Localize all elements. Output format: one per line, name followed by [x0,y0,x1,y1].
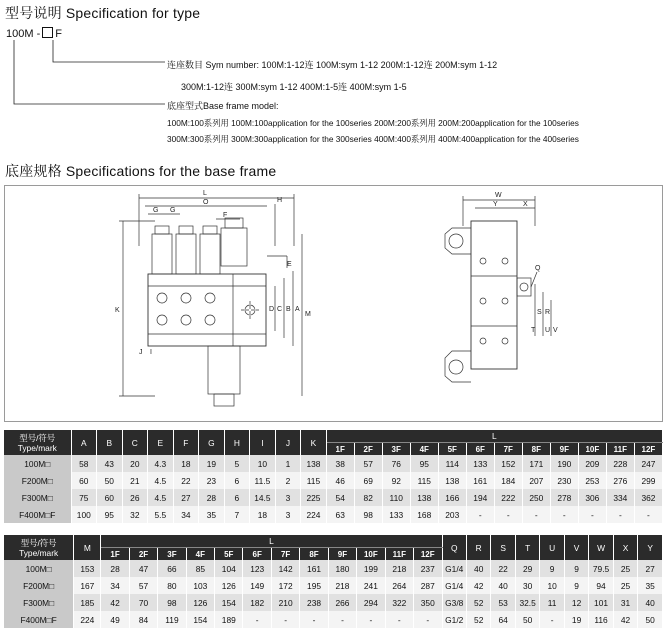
L-value-cell: 247 [634,455,662,472]
L-value-cell: 110 [382,489,410,506]
col-header-W: W [589,535,613,560]
L-value-cell: 126 [215,577,243,594]
table-row [4,472,663,489]
L-value-cell: 28 [101,560,129,577]
L-value-cell: 190 [550,455,578,472]
L-value-cell: 138 [410,489,438,506]
L-value-cell: 195 [300,577,328,594]
L-value-cell: - [578,506,606,523]
L-subheader-1F: 1F [326,443,354,456]
L-value-cell: 168 [410,506,438,523]
value-cell: 5 [224,455,250,472]
base-frame-dimensions-table-2 [4,535,663,628]
table-row [4,577,663,594]
L-value-cell: 49 [101,611,129,628]
M-value-cell: 167 [74,577,101,594]
col-header-F: F [173,430,199,455]
type-cell: F300M□ [4,489,71,506]
value-cell: 42 [466,577,490,594]
col-header-X: X [613,535,637,560]
L-value-cell: 238 [300,594,328,611]
type-mark-header: 型号/符号 Type/mark [4,430,71,455]
dim-label-O: O [203,199,209,206]
table-row [4,489,663,506]
col-header-K: K [301,430,327,455]
dim-label-G-2: G [170,207,176,214]
L-subheader-11F: 11F [606,443,634,456]
L-value-cell: 266 [328,594,356,611]
L-value-cell: 306 [578,489,606,506]
L-value-cell: 104 [215,560,243,577]
L-value-cell: 126 [186,594,214,611]
L-value-cell: - [357,611,385,628]
value-cell: 60 [97,489,123,506]
type-cell: 100M□ [4,560,74,577]
value-cell: 40 [491,577,515,594]
value-cell: 115 [301,472,327,489]
L-value-cell: 142 [271,560,299,577]
dim-label-I: I [150,349,152,356]
value-cell: 11.5 [250,472,276,489]
value-cell: 32.5 [515,594,539,611]
L-value-cell: - [466,506,494,523]
value-cell: 10 [540,577,564,594]
value-cell: 21 [122,472,148,489]
dim-label-B: B [286,306,291,313]
L-value-cell: - [385,611,413,628]
M-value-cell: 185 [74,594,101,611]
L-value-cell: 237 [414,560,442,577]
type-cell: F200M□ [4,577,74,594]
L-value-cell: 57 [129,577,157,594]
L-value-cell: - [271,611,299,628]
table-row [4,455,663,472]
value-cell: 20 [122,455,148,472]
value-cell: 3 [275,506,301,523]
L-value-cell: 38 [326,455,354,472]
type-cell: F300M□ [4,594,74,611]
L-subheader-2F: 2F [129,548,157,561]
value-cell: 14.5 [250,489,276,506]
dim-label-G-1: G [153,207,159,214]
col-header-B: B [97,430,123,455]
L-subheader-5F: 5F [215,548,243,561]
col-header-E: E [148,430,174,455]
L-value-cell: - [634,506,662,523]
value-cell: 23 [199,472,225,489]
col-header-R: R [466,535,490,560]
L-value-cell: 98 [354,506,382,523]
value-cell: - [540,611,564,628]
type-cell: F400M□F [4,506,71,523]
L-value-cell: 264 [385,577,413,594]
value-cell: 31 [613,594,637,611]
dim-label-V: V [553,327,558,334]
L-value-cell: 138 [438,472,466,489]
L-value-cell: 47 [129,560,157,577]
value-cell: 18 [250,506,276,523]
L-subheader-8F: 8F [300,548,328,561]
value-cell: G3/8 [442,594,466,611]
L-subheader-3F: 3F [158,548,186,561]
L-value-cell: 287 [414,577,442,594]
L-value-cell: 350 [414,594,442,611]
L-subheader-7F: 7F [494,443,522,456]
col-header-U: U [540,535,564,560]
value-cell: 19 [199,455,225,472]
L-subheader-11F: 11F [385,548,413,561]
table-row [4,594,663,611]
L-subheader-2F: 2F [354,443,382,456]
col-header-A: A [71,430,97,455]
dim-label-R: R [545,309,551,316]
table-row [4,506,663,523]
L-value-cell: - [328,611,356,628]
L-value-cell: 294 [357,594,385,611]
L-value-cell: 276 [606,472,634,489]
value-cell: 116 [589,611,613,628]
value-cell: 95 [97,506,123,523]
value-cell: 40 [638,594,663,611]
L-value-cell: 250 [522,489,550,506]
L-value-cell: 171 [522,455,550,472]
L-subheader-8F: 8F [522,443,550,456]
L-value-cell: 70 [129,594,157,611]
M-value-cell: 153 [74,560,101,577]
col-header-C: C [122,430,148,455]
col-header-S: S [491,535,515,560]
value-cell: 50 [638,611,663,628]
value-cell: 50 [97,472,123,489]
value-cell: 101 [589,594,613,611]
value-cell: 50 [515,611,539,628]
col-header-L: L [326,430,662,443]
dim-label-H: H [277,197,283,204]
value-cell: 34 [173,506,199,523]
L-value-cell: - [550,506,578,523]
L-value-cell: 42 [101,594,129,611]
L-value-cell: 154 [215,594,243,611]
L-value-cell: 278 [550,489,578,506]
L-value-cell: 63 [326,506,354,523]
value-cell: 22 [491,560,515,577]
L-value-cell: 194 [466,489,494,506]
type-spec-title: 型号说明 Specification for type [5,5,201,21]
value-cell: 40 [466,560,490,577]
L-value-cell: 123 [243,560,271,577]
L-value-cell: 334 [606,489,634,506]
L-value-cell: 172 [271,577,299,594]
value-cell: 60 [71,472,97,489]
value-cell: 225 [301,489,327,506]
L-subheader-9F: 9F [550,443,578,456]
col-header-V: V [564,535,588,560]
dim-label-L: L [203,190,207,197]
value-cell: 32 [122,506,148,523]
base-frame-drawing-svg [5,186,662,421]
L-subheader-5F: 5F [438,443,466,456]
L-subheader-12F: 12F [414,548,442,561]
L-subheader-7F: 7F [271,548,299,561]
L-value-cell: 54 [326,489,354,506]
dim-label-E: E [287,261,292,268]
base-frame-model-line-3: 300M:300系列用 300M:300application for the 300series 400M:400系列用 400M:400application for the 400series [167,134,579,144]
value-cell: 6 [224,489,250,506]
value-cell: 18 [173,455,199,472]
L-value-cell: 230 [550,472,578,489]
L-value-cell: 133 [466,455,494,472]
col-header-L-2: L [101,535,442,548]
dim-label-A: A [295,306,300,313]
sym-number-line-2: 300M:1-12连 300M:sym 1-12 400M:1-5连 400M:sym 1-5 [181,82,407,92]
table-row [4,560,663,577]
L-value-cell: 228 [606,455,634,472]
value-cell: 25 [613,577,637,594]
L-value-cell: 34 [101,577,129,594]
dim-label-C: C [277,306,283,313]
col-header-G: G [199,430,225,455]
L-subheader-4F: 4F [186,548,214,561]
L-value-cell: 98 [158,594,186,611]
value-cell: 94 [589,577,613,594]
value-cell: 10 [250,455,276,472]
L-value-cell: 322 [385,594,413,611]
L-value-cell: - [494,506,522,523]
L-value-cell: 161 [300,560,328,577]
L-value-cell: 184 [494,472,522,489]
value-cell: 4.5 [148,472,174,489]
value-cell: 79.5 [589,560,613,577]
L-value-cell: 166 [438,489,466,506]
value-cell: 100 [71,506,97,523]
type-cell: F200M□ [4,472,71,489]
dim-label-U: U [545,327,551,334]
value-cell: 30 [515,577,539,594]
value-cell: 26 [122,489,148,506]
L-value-cell: 218 [385,560,413,577]
value-cell: 9 [540,560,564,577]
type-mark-header-2: 型号/符号 Type/mark [4,535,74,560]
value-cell: 9 [564,560,588,577]
L-value-cell: 362 [634,489,662,506]
L-value-cell: 182 [243,594,271,611]
value-cell: 4.3 [148,455,174,472]
dim-label-K: K [115,307,120,314]
L-value-cell: 66 [158,560,186,577]
dim-label-F: F [223,212,228,219]
L-value-cell: 203 [438,506,466,523]
M-value-cell: 224 [74,611,101,628]
L-value-cell: 119 [158,611,186,628]
value-cell: 138 [301,455,327,472]
L-subheader-10F: 10F [578,443,606,456]
dim-label-W: W [495,192,502,199]
L-value-cell: 299 [634,472,662,489]
L-value-cell: 114 [438,455,466,472]
value-cell: 5.5 [148,506,174,523]
col-header-H: H [224,430,250,455]
L-subheader-4F: 4F [410,443,438,456]
value-cell: 29 [515,560,539,577]
L-value-cell: 57 [354,455,382,472]
L-value-cell: 76 [382,455,410,472]
L-value-cell: 92 [382,472,410,489]
L-subheader-9F: 9F [328,548,356,561]
value-cell: 35 [199,506,225,523]
value-cell: 224 [301,506,327,523]
L-value-cell: 253 [578,472,606,489]
value-cell: 53 [491,594,515,611]
L-value-cell: 85 [186,560,214,577]
L-value-cell: 82 [354,489,382,506]
L-value-cell: 199 [357,560,385,577]
dim-label-T: T [531,327,536,334]
value-cell: 9 [564,577,588,594]
L-value-cell: 210 [271,594,299,611]
sym-number-line: 连座数目 Sym number: 100M:1-12连 100M:sym 1-12 200M:1-12连 200M:sym 1-12 [167,60,498,70]
value-cell: 27 [173,489,199,506]
value-cell: 52 [466,594,490,611]
dim-label-Y: Y [493,201,498,208]
value-cell: 35 [638,577,663,594]
type-cell: 100M□ [4,455,71,472]
L-value-cell: 189 [215,611,243,628]
L-value-cell: 209 [578,455,606,472]
L-value-cell: 84 [129,611,157,628]
L-value-cell: 103 [186,577,214,594]
dim-label-Q: Q [535,265,541,272]
col-header-Y: Y [638,535,663,560]
dim-label-M: M [305,311,311,318]
L-value-cell: 46 [326,472,354,489]
value-cell: 27 [638,560,663,577]
value-cell: 52 [466,611,490,628]
dim-label-X: X [523,201,528,208]
value-cell: 2 [275,472,301,489]
value-cell: 11 [540,594,564,611]
L-value-cell: 80 [158,577,186,594]
value-cell: 64 [491,611,515,628]
model-code-dash: - [36,28,41,40]
L-subheader-3F: 3F [382,443,410,456]
L-value-cell: 154 [186,611,214,628]
value-cell: 12 [564,594,588,611]
L-subheader-6F: 6F [243,548,271,561]
type-cell: F400M□F [4,611,74,628]
L-subheader-10F: 10F [357,548,385,561]
base-frame-model-line: 底座型式Base frame model: [167,101,279,111]
L-value-cell: 207 [522,472,550,489]
L-value-cell: 115 [410,472,438,489]
model-code-prefix: 100M [6,28,34,40]
L-value-cell: - [606,506,634,523]
dim-label-S: S [537,309,542,316]
L-value-cell: 180 [328,560,356,577]
base-frame-spec-title: 底座规格 Specifications for the base frame [5,163,277,179]
L-value-cell: 161 [466,472,494,489]
L-subheader-1F: 1F [101,548,129,561]
value-cell: 58 [71,455,97,472]
value-cell: 43 [97,455,123,472]
L-value-cell: 218 [328,577,356,594]
value-cell: 6 [224,472,250,489]
col-header-J: J [275,430,301,455]
base-frame-dimensions-table-1 [4,430,663,523]
col-header-Q: Q [442,535,466,560]
value-cell: 22 [173,472,199,489]
L-value-cell: - [243,611,271,628]
L-value-cell: 69 [354,472,382,489]
col-header-T: T [515,535,539,560]
col-header-M: M [74,535,101,560]
L-value-cell: 241 [357,577,385,594]
L-value-cell: - [414,611,442,628]
base-frame-model-line-2: 100M:100系列用 100M:100application for the 100series 200M:200系列用 200M:200application for the 100series [167,118,579,128]
L-value-cell: 133 [382,506,410,523]
L-value-cell: 95 [410,455,438,472]
value-cell: 7 [224,506,250,523]
value-cell: 42 [613,611,637,628]
base-frame-drawing [4,185,663,422]
value-cell: G1/4 [442,560,466,577]
value-cell: 19 [564,611,588,628]
L-value-cell: 222 [494,489,522,506]
value-cell: 3 [275,489,301,506]
value-cell: G1/2 [442,611,466,628]
col-header-I: I [250,430,276,455]
value-cell: 28 [199,489,225,506]
value-cell: 4.5 [148,489,174,506]
value-cell: 75 [71,489,97,506]
value-cell: G1/4 [442,577,466,594]
L-value-cell: 152 [494,455,522,472]
L-subheader-6F: 6F [466,443,494,456]
L-value-cell: 149 [243,577,271,594]
dim-label-J: J [139,349,143,356]
dim-label-D: D [269,306,275,313]
L-value-cell: - [522,506,550,523]
L-subheader-12F: 12F [634,443,662,456]
L-value-cell: - [300,611,328,628]
value-cell: 1 [275,455,301,472]
model-code-suffix: F [55,28,62,40]
table-row [4,611,663,628]
value-cell: 25 [613,560,637,577]
